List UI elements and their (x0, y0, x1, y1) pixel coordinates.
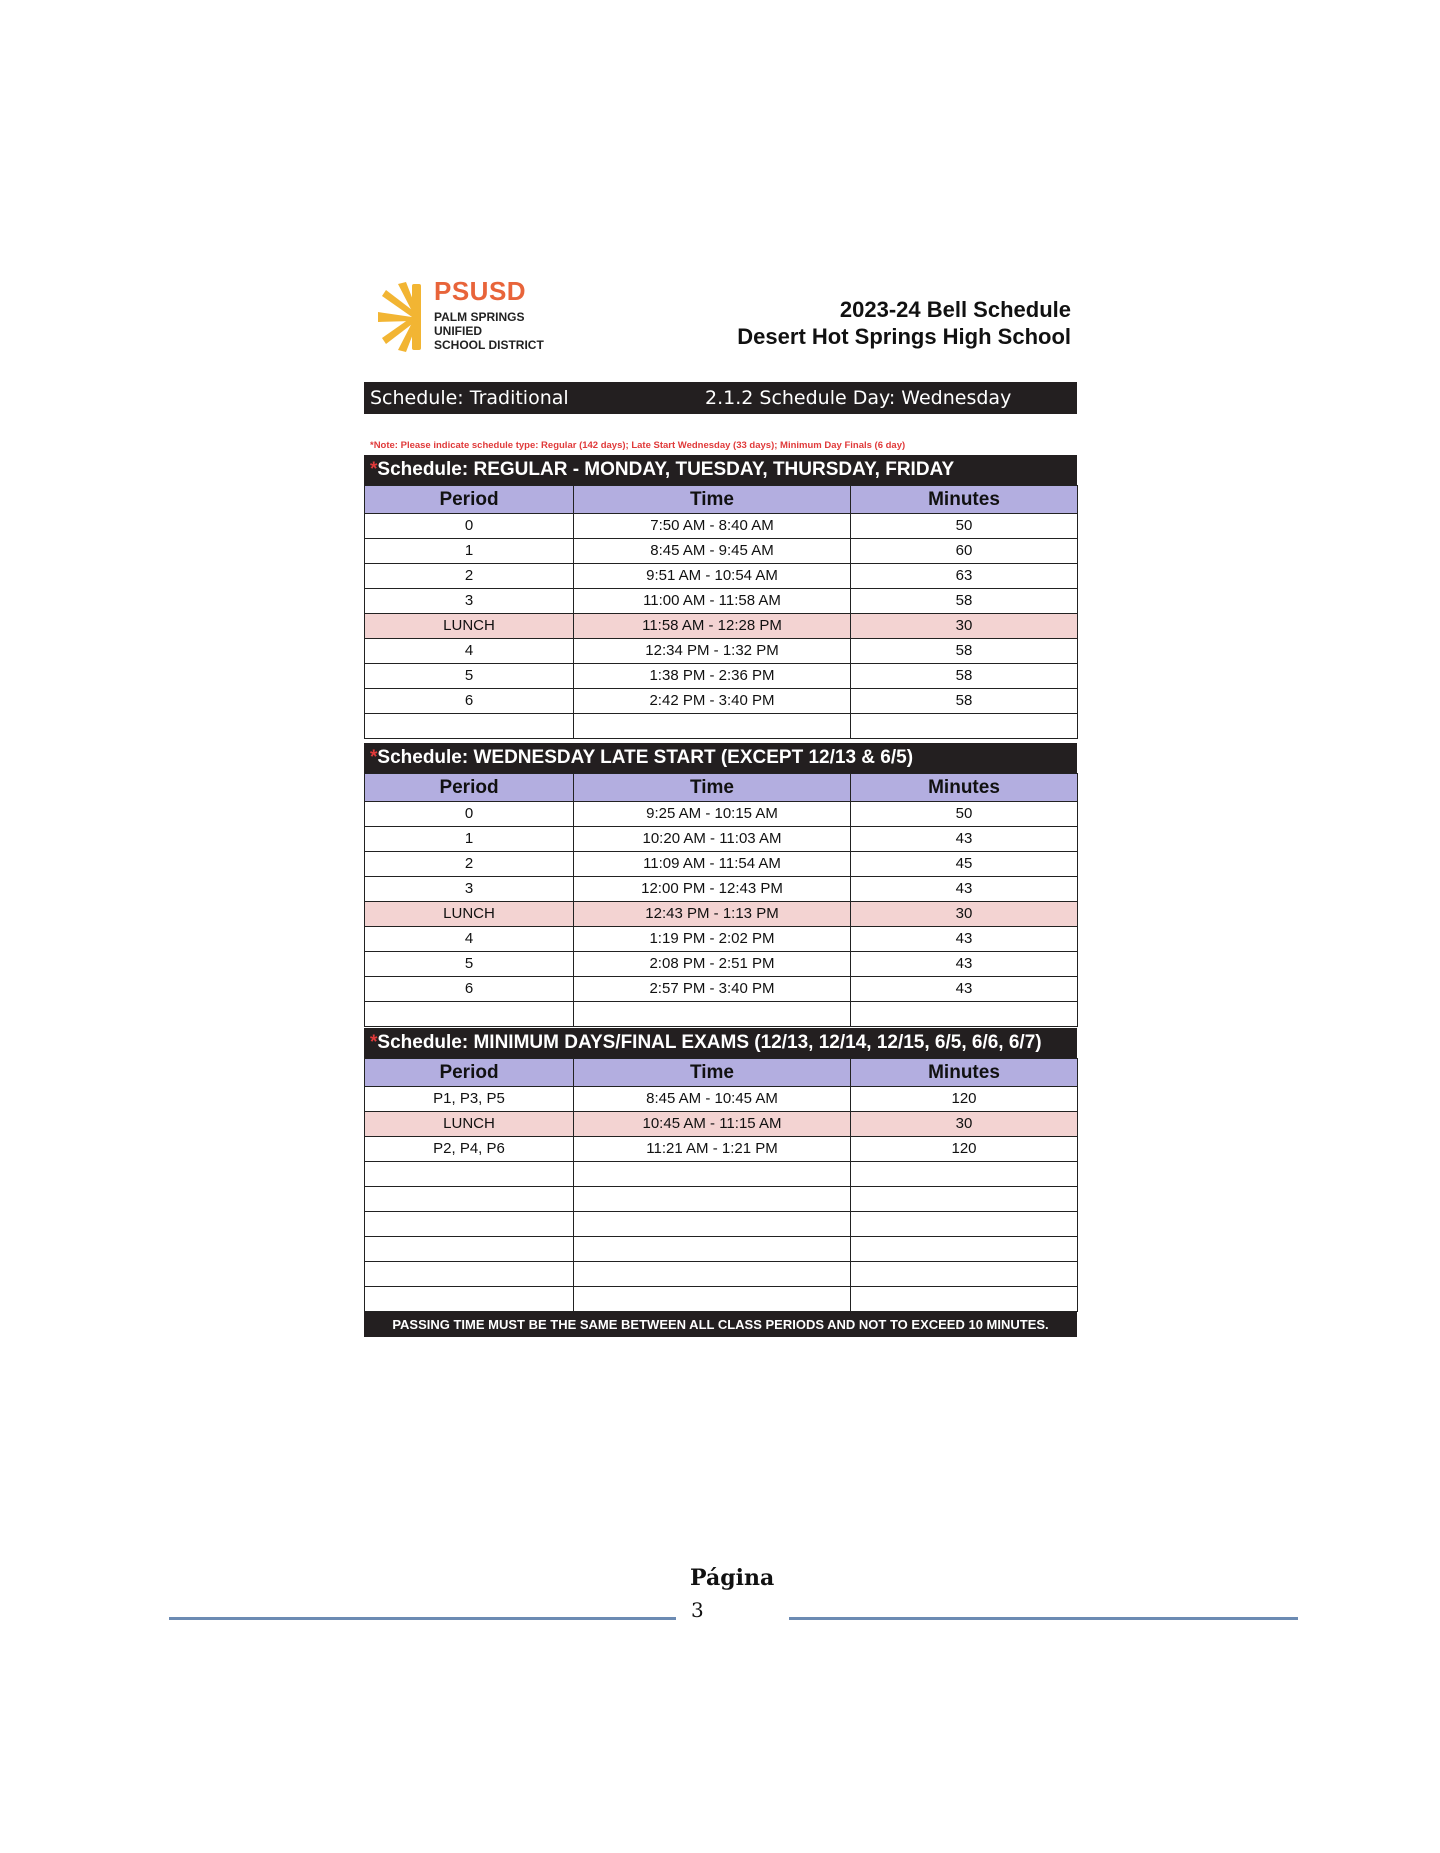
lunch-row (365, 614, 1078, 639)
heading-text: Schedule: MINIMUM DAYS/FINAL EXAMS (12/13, 12/14, 12/15, 6/5, 6/6, 6/7) (377, 1032, 1042, 1053)
footer-rule-left (169, 1617, 676, 1620)
passing-time-note: PASSING TIME MUST BE THE SAME BETWEEN ALL CLASS PERIODS AND NOT TO EXCEED 10 MINUTES. (364, 1312, 1077, 1337)
table-row (365, 827, 1078, 852)
minutes-cell (851, 1002, 1078, 1027)
minutes-cell (851, 1237, 1078, 1262)
minutes-cell: 60 (851, 539, 1078, 564)
heading-asterisk: * (370, 747, 378, 768)
period-cell: 4 (365, 639, 574, 664)
minutes-cell: 58 (851, 639, 1078, 664)
period-cell (365, 1187, 574, 1212)
schedule-heading (364, 455, 1077, 485)
period-cell: 0 (365, 514, 574, 539)
heading-text: Schedule: WEDNESDAY LATE START (EXCEPT 12/13 & 6/5) (377, 747, 914, 768)
minutes-cell (851, 1262, 1078, 1287)
time-cell: 8:45 AM - 10:45 AM (574, 1087, 851, 1112)
footer-rule-right (789, 1617, 1298, 1620)
time-cell: 2:57 PM - 3:40 PM (574, 977, 851, 1002)
document-title (737, 296, 1071, 350)
time-cell: 11:21 AM - 1:21 PM (574, 1137, 851, 1162)
minutes-header: Minutes (851, 486, 1078, 514)
period-cell: 6 (365, 977, 574, 1002)
logo-subtitle-line: PALM SPRINGS (434, 310, 525, 324)
schedule-table (364, 1058, 1078, 1312)
page-number: 3 (691, 1598, 704, 1622)
table-row (365, 539, 1078, 564)
time-cell: 1:38 PM - 2:36 PM (574, 664, 851, 689)
minutes-cell: 58 (851, 689, 1078, 714)
time-header: Time (574, 486, 851, 514)
period-cell: 2 (365, 852, 574, 877)
minutes-cell: 58 (851, 589, 1078, 614)
time-header: Time (574, 774, 851, 802)
table-row (365, 689, 1078, 714)
schedule-table-section (364, 743, 1077, 1027)
time-cell: 10:20 AM - 11:03 AM (574, 827, 851, 852)
table-row (365, 802, 1078, 827)
table-row (365, 1237, 1078, 1262)
period-cell (365, 1237, 574, 1262)
table-row (365, 1262, 1078, 1287)
schedule-type-bar (364, 382, 1077, 414)
heading-asterisk: * (370, 1032, 378, 1053)
minutes-header: Minutes (851, 774, 1078, 802)
period-cell: LUNCH (365, 902, 574, 927)
schedule-table (364, 773, 1078, 1027)
logo-wordmark: PSUSD (434, 276, 527, 306)
time-cell: 11:09 AM - 11:54 AM (574, 852, 851, 877)
heading-asterisk: * (370, 459, 378, 480)
period-cell: P1, P3, P5 (365, 1087, 574, 1112)
period-cell: 0 (365, 802, 574, 827)
time-cell (574, 1162, 851, 1187)
minutes-cell: 120 (851, 1137, 1078, 1162)
lunch-row (365, 1112, 1078, 1137)
table-row (365, 639, 1078, 664)
period-cell (365, 1262, 574, 1287)
table-row (365, 714, 1078, 739)
period-cell: 1 (365, 827, 574, 852)
minutes-cell (851, 1287, 1078, 1312)
sun-logo-icon (376, 280, 426, 354)
period-cell: 5 (365, 952, 574, 977)
table-row (365, 1162, 1078, 1187)
period-cell (365, 1287, 574, 1312)
table-row (365, 952, 1078, 977)
minutes-cell: 30 (851, 614, 1078, 639)
psusd-logo (376, 276, 576, 356)
schedule-type: Schedule: Traditional (370, 387, 569, 409)
time-cell: 2:08 PM - 2:51 PM (574, 952, 851, 977)
period-cell (365, 714, 574, 739)
period-cell: 3 (365, 877, 574, 902)
table-header-row (365, 486, 1078, 514)
time-cell (574, 1287, 851, 1312)
period-cell: 3 (365, 589, 574, 614)
time-cell (574, 1212, 851, 1237)
minutes-cell: 43 (851, 927, 1078, 952)
table-row (365, 514, 1078, 539)
minutes-cell: 58 (851, 664, 1078, 689)
time-cell: 10:45 AM - 11:15 AM (574, 1112, 851, 1137)
heading-text: Schedule: REGULAR - MONDAY, TUESDAY, THURSDAY, FRIDAY (377, 459, 955, 480)
table-row (365, 927, 1078, 952)
logo-subtitle (434, 310, 544, 352)
table-row (365, 877, 1078, 902)
title-line-2: Desert Hot Springs High School (737, 324, 1071, 349)
time-cell: 9:51 AM - 10:54 AM (574, 564, 851, 589)
minutes-cell: 50 (851, 514, 1078, 539)
period-cell: 6 (365, 689, 574, 714)
period-header: Period (365, 1059, 574, 1087)
schedule-heading (364, 1028, 1077, 1058)
table-header-row (365, 774, 1078, 802)
minutes-cell: 45 (851, 852, 1078, 877)
minutes-cell: 50 (851, 802, 1078, 827)
schedule-day: 2.1.2 Schedule Day: Wednesday (705, 387, 1012, 409)
table-row (365, 664, 1078, 689)
time-cell: 8:45 AM - 9:45 AM (574, 539, 851, 564)
period-cell: 4 (365, 927, 574, 952)
time-cell (574, 1262, 851, 1287)
period-cell: 1 (365, 539, 574, 564)
title-line-1: 2023-24 Bell Schedule (839, 297, 1071, 322)
time-cell: 12:34 PM - 1:32 PM (574, 639, 851, 664)
minutes-cell: 30 (851, 902, 1078, 927)
minutes-cell (851, 714, 1078, 739)
time-cell (574, 1187, 851, 1212)
time-cell (574, 1237, 851, 1262)
period-cell (365, 1002, 574, 1027)
period-header: Period (365, 774, 574, 802)
table-row (365, 852, 1078, 877)
table-row (365, 1212, 1078, 1237)
time-cell: 11:58 AM - 12:28 PM (574, 614, 851, 639)
time-cell: 2:42 PM - 3:40 PM (574, 689, 851, 714)
period-header: Period (365, 486, 574, 514)
minutes-header: Minutes (851, 1059, 1078, 1087)
period-cell: P2, P4, P6 (365, 1137, 574, 1162)
schedule-table-section (364, 455, 1077, 739)
minutes-cell (851, 1187, 1078, 1212)
period-cell: 2 (365, 564, 574, 589)
table-row (365, 1087, 1078, 1112)
period-cell (365, 1162, 574, 1187)
table-row (365, 1002, 1078, 1027)
minutes-cell: 30 (851, 1112, 1078, 1137)
period-cell: LUNCH (365, 1112, 574, 1137)
time-cell: 9:25 AM - 10:15 AM (574, 802, 851, 827)
table-row (365, 1187, 1078, 1212)
minutes-cell: 120 (851, 1087, 1078, 1112)
minutes-cell: 43 (851, 877, 1078, 902)
time-cell (574, 714, 851, 739)
period-cell (365, 1212, 574, 1237)
table-row (365, 564, 1078, 589)
minutes-cell (851, 1212, 1078, 1237)
time-cell: 12:00 PM - 12:43 PM (574, 877, 851, 902)
time-header: Time (574, 1059, 851, 1087)
table-header-row (365, 1059, 1078, 1087)
minutes-cell: 63 (851, 564, 1078, 589)
minutes-cell (851, 1162, 1078, 1187)
minutes-cell: 43 (851, 952, 1078, 977)
time-cell: 1:19 PM - 2:02 PM (574, 927, 851, 952)
table-row (365, 1287, 1078, 1312)
minutes-cell: 43 (851, 977, 1078, 1002)
lunch-row (365, 902, 1078, 927)
table-row (365, 1137, 1078, 1162)
schedule-table-section (364, 1028, 1077, 1337)
page-label: Página (690, 1565, 775, 1591)
period-cell: 5 (365, 664, 574, 689)
time-cell (574, 1002, 851, 1027)
time-cell: 11:00 AM - 11:58 AM (574, 589, 851, 614)
minutes-cell: 43 (851, 827, 1078, 852)
logo-subtitle-line: UNIFIED (434, 324, 482, 338)
period-cell: LUNCH (365, 614, 574, 639)
schedule-table (364, 485, 1078, 739)
logo-subtitle-line: SCHOOL DISTRICT (434, 338, 544, 352)
table-row (365, 589, 1078, 614)
schedule-heading (364, 743, 1077, 773)
schedule-note: *Note: Please indicate schedule type: Regular (142 days); Late Start Wednesday (33 days); Minimum Day Finals (6 day) (370, 440, 906, 451)
time-cell: 12:43 PM - 1:13 PM (574, 902, 851, 927)
time-cell: 7:50 AM - 8:40 AM (574, 514, 851, 539)
table-row (365, 977, 1078, 1002)
